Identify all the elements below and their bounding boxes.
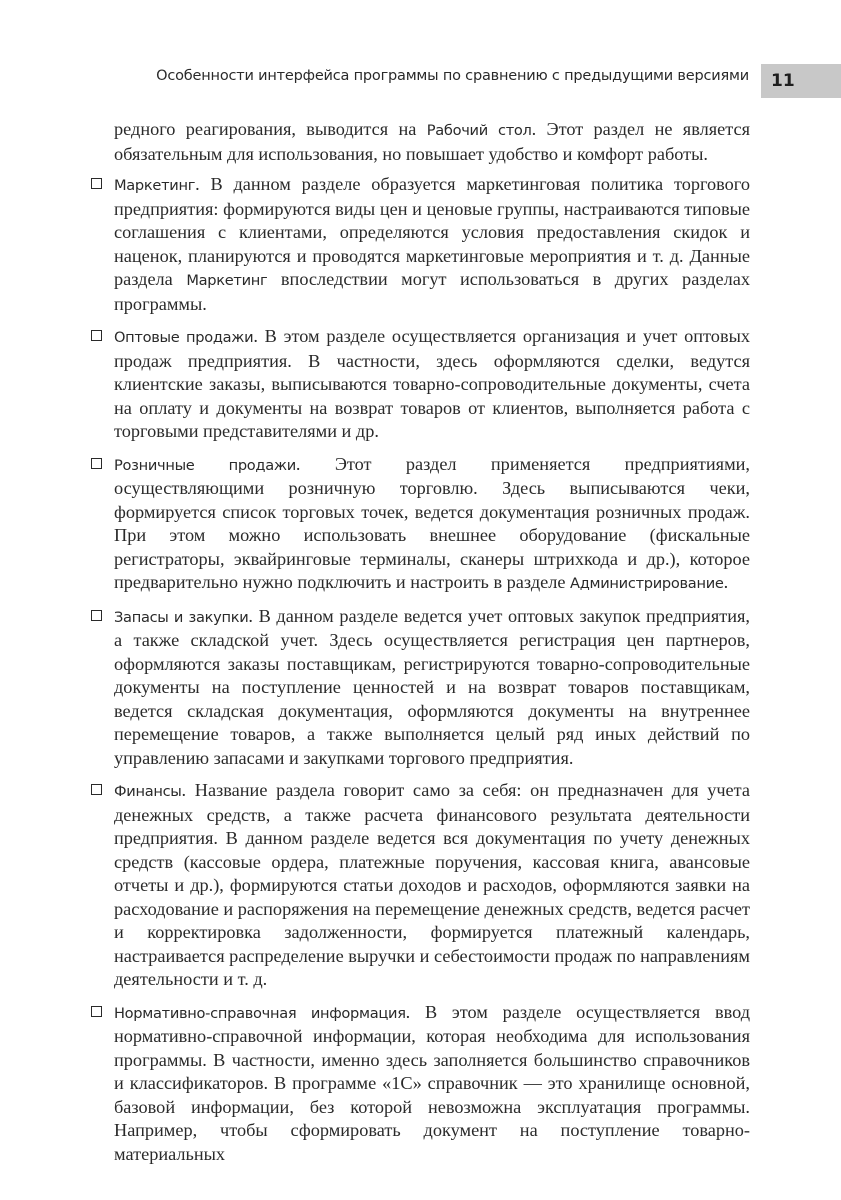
list-item	[90, 325, 750, 444]
item-term: Розничные продажи	[114, 456, 296, 474]
item-term: Финансы	[114, 783, 182, 800]
checkbox-bullet-icon	[91, 784, 102, 795]
item-text-2: .	[723, 572, 729, 592]
item-term: Запасы и закупки	[114, 608, 249, 626]
page-number-tab	[761, 64, 841, 98]
header-title: Особенности интерфейса программы по сравнению с предыдущими версиями	[156, 68, 749, 84]
intro-term: Рабочий стол	[426, 122, 532, 139]
list-item	[90, 453, 750, 596]
list-item	[90, 605, 750, 771]
item-term: Маркетинг	[114, 177, 196, 194]
item-text: . Название раздела говорит само за себя: он предназначен для учета денежных средств, а также расчета финансового результата деятельности предприятия. В данном разделе ведется вся документация по учету денежных средств (кассовые ордера, платежные поручения, кассовая книга, авансовые отчеты и др.), формируются статьи доходов и расходов, оформляются заявки на расходование и распоряжения на перемещение денежных средств, ведется расчет и корректировка задолженности, формируется платежный календарь, настраивается распределение выручки и себестоимости продаж по направлениям деятельности и т. д.	[114, 780, 750, 989]
checkbox-bullet-icon	[91, 178, 102, 189]
list-item	[90, 779, 750, 992]
item-text: . В этом разделе осуществляется ввод нормативно-справочной информации, которая необходима для использования программы. В частности, именно здесь заполняется большинство справочников и классификаторов. В программе «1С» справочник — это хранилище основной, базовой информации, без которой невозможна эксплуатация программы. Например, чтобы сформировать документ на поступление товарно-материальных	[114, 1001, 750, 1164]
checkbox-bullet-icon	[91, 458, 102, 469]
intro-text-before: редного реагирования, выводится на	[114, 119, 427, 139]
intro-text-after: . Этот раздел не является обязательным для использования, но повышает удобство и комфорт работы.	[114, 119, 750, 164]
list-item	[90, 173, 750, 316]
item-text: . В данном разделе ведется учет оптовых закупок предприятия, а также складской учет. Здесь осуществляется регистрация цен партнеров, оформляются заказы поставщикам, регистрируются товарно-сопроводительные документы на поступление ценностей и на возврат товаров поставщикам, ведется складская документация, оформляются документы на внутреннее перемещение товаров, а также выполняется целый ряд иных действий по управлению запасами и закупками торгового предприятия.	[114, 605, 750, 768]
item-term-2: Маркетинг	[186, 272, 268, 289]
checkbox-bullet-icon	[91, 610, 102, 621]
checkbox-bullet-icon	[91, 1006, 102, 1017]
item-text-2: впоследствии могут использоваться в других разделах программы.	[114, 269, 750, 314]
item-term: Оптовые продажи	[114, 329, 254, 346]
item-term: Нормативно-справочная информация	[114, 1004, 406, 1022]
intro-paragraph	[90, 118, 750, 166]
checkbox-bullet-icon	[91, 330, 102, 341]
page-body	[90, 118, 750, 1175]
item-text: . В данном разделе образуется маркетинговая политика торгового предприятия: формируются виды цен и ценовые группы, настраиваются типовые соглашения с клиентами, определяются условия предоставления скидок и наценок, планируются и проводятся маркетинговые мероприятия и т. д. Данные раздела	[114, 174, 750, 289]
item-text: . Этот раздел применяется предприятиями, осуществляющими розничную торговлю. Здесь выписываются чеки, формируется список торговых точек, ведется документация розничных продаж. При этом можно использовать внешнее оборудование (фискальные регистраторы, эквайринговые терминалы, сканеры штрихкода и др.), которое предварительно нужно подключить и настроить в разделе	[114, 453, 750, 592]
item-term-2: Администрирование	[570, 575, 724, 592]
page-number: 11	[771, 71, 795, 91]
list-item	[90, 1001, 750, 1167]
item-text: . В этом разделе осуществляется организация и учет оптовых продаж предприятия. В частности, здесь оформляются сделки, ведутся клиентские заказы, выписываются товарно-сопроводительные документы, счета на оплату и документы на возврат товаров от клиентов, выполняется работа с торговыми представителями и др.	[114, 326, 750, 441]
